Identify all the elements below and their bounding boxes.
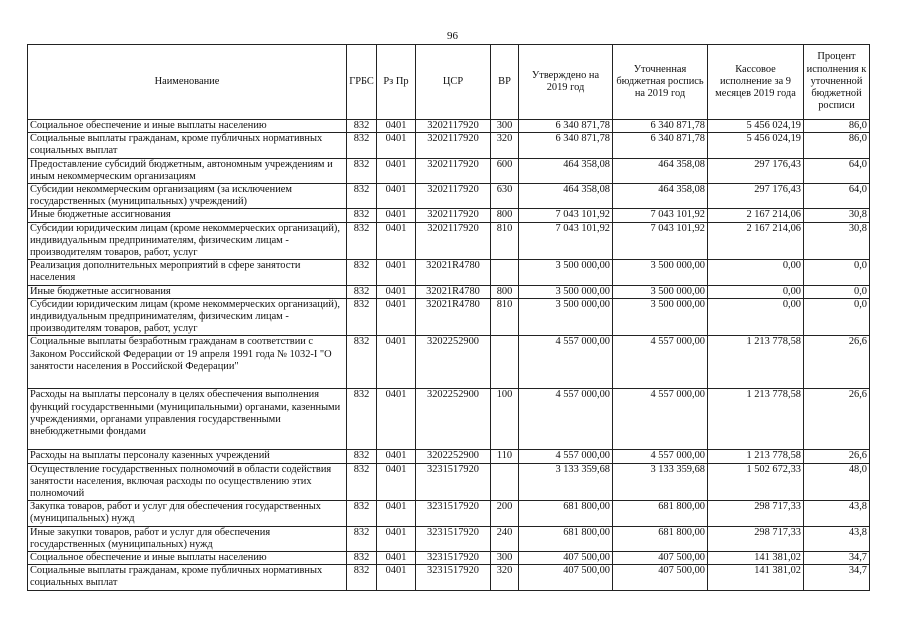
cell-refined: 4 557 000,00: [613, 389, 708, 450]
cell-percent: 0,0: [804, 260, 870, 285]
table-row: [28, 222, 870, 260]
cell-vr: 300: [491, 552, 519, 565]
cell-percent: 48,0: [804, 463, 870, 501]
cell-approved: 3 500 000,00: [519, 285, 613, 298]
cell-vr: 810: [491, 298, 519, 336]
cell-name: Предоставление субсидий бюджетным, автономным учреждениям и иным некоммерческим организациям: [28, 158, 347, 183]
table-row: [28, 463, 870, 501]
cell-grbs: 832: [347, 552, 377, 565]
cell-csr: 3231517920: [416, 552, 491, 565]
cell-grbs: 832: [347, 209, 377, 222]
cell-csr: 3231517920: [416, 501, 491, 526]
cell-percent: 64,0: [804, 158, 870, 183]
cell-approved: 3 500 000,00: [519, 298, 613, 336]
cell-cash: 298 717,33: [708, 526, 804, 551]
table-row: [28, 209, 870, 222]
cell-csr: 3202252900: [416, 450, 491, 463]
cell-vr: 800: [491, 209, 519, 222]
cell-refined: 6 340 871,78: [613, 133, 708, 158]
cell-cash: 141 381,02: [708, 552, 804, 565]
cell-percent: 26,6: [804, 389, 870, 450]
cell-csr: 3231517920: [416, 526, 491, 551]
header-vr: ВР: [491, 45, 519, 120]
cell-vr: [491, 260, 519, 285]
cell-grbs: 832: [347, 120, 377, 133]
cell-vr: 110: [491, 450, 519, 463]
cell-grbs: 832: [347, 285, 377, 298]
cell-cash: 0,00: [708, 298, 804, 336]
cell-vr: 800: [491, 285, 519, 298]
cell-refined: 3 500 000,00: [613, 260, 708, 285]
cell-vr: 300: [491, 120, 519, 133]
table-row: [28, 389, 870, 450]
table-row: [28, 336, 870, 389]
header-grbs: ГРБС: [347, 45, 377, 120]
cell-name: Расходы на выплаты персоналу в целях обеспечения выполнения функций государственными (муниципальными) органами, казенными учреждениями, органами управления государственными внебюджетными фондами: [28, 389, 347, 450]
cell-csr: 3231517920: [416, 565, 491, 590]
cell-refined: 7 043 101,92: [613, 222, 708, 260]
cell-cash: 2 167 214,06: [708, 222, 804, 260]
cell-name: Закупка товаров, работ и услуг для обеспечения государственных (муниципальных) нужд: [28, 501, 347, 526]
cell-csr: 3202252900: [416, 389, 491, 450]
cell-grbs: 832: [347, 260, 377, 285]
cell-refined: 4 557 000,00: [613, 336, 708, 389]
table-row: [28, 501, 870, 526]
cell-grbs: 832: [347, 463, 377, 501]
cell-approved: 681 800,00: [519, 501, 613, 526]
cell-rzpr: 0401: [377, 450, 416, 463]
cell-name: Социальное обеспечение и иные выплаты населению: [28, 552, 347, 565]
cell-approved: 3 133 359,68: [519, 463, 613, 501]
cell-name: Осуществление государственных полномочий в области содействия занятости населения, включая расходы по осуществлению этих полномочий: [28, 463, 347, 501]
cell-cash: 141 381,02: [708, 565, 804, 590]
header-approved: Утверждено на 2019 год: [519, 45, 613, 120]
cell-rzpr: 0401: [377, 260, 416, 285]
cell-vr: 600: [491, 158, 519, 183]
table-row: [28, 450, 870, 463]
cell-refined: 464 358,08: [613, 184, 708, 209]
cell-cash: 297 176,43: [708, 158, 804, 183]
cell-percent: 30,8: [804, 222, 870, 260]
cell-approved: 4 557 000,00: [519, 450, 613, 463]
cell-grbs: 832: [347, 389, 377, 450]
cell-name: Расходы на выплаты персоналу казенных учреждений: [28, 450, 347, 463]
cell-csr: 32021R4780: [416, 260, 491, 285]
cell-rzpr: 0401: [377, 463, 416, 501]
cell-rzpr: 0401: [377, 133, 416, 158]
cell-approved: 464 358,08: [519, 158, 613, 183]
cell-percent: 64,0: [804, 184, 870, 209]
header-row: [28, 45, 870, 120]
cell-csr: 3202117920: [416, 133, 491, 158]
cell-approved: 7 043 101,92: [519, 209, 613, 222]
cell-csr: 3202117920: [416, 184, 491, 209]
cell-cash: 2 167 214,06: [708, 209, 804, 222]
cell-percent: 86,0: [804, 120, 870, 133]
cell-refined: 681 800,00: [613, 501, 708, 526]
cell-grbs: 832: [347, 158, 377, 183]
cell-refined: 407 500,00: [613, 565, 708, 590]
cell-cash: 5 456 024,19: [708, 120, 804, 133]
cell-cash: 1 213 778,58: [708, 389, 804, 450]
table-row: [28, 298, 870, 336]
cell-rzpr: 0401: [377, 184, 416, 209]
cell-name: Субсидии юридическим лицам (кроме некоммерческих организаций), индивидуальным предпринимателям, физическим лицам - производителям товаров, работ, услуг: [28, 222, 347, 260]
cell-refined: 6 340 871,78: [613, 120, 708, 133]
budget-table: [27, 44, 870, 591]
cell-rzpr: 0401: [377, 285, 416, 298]
cell-name: Реализация дополнительных мероприятий в сфере занятости населения: [28, 260, 347, 285]
cell-approved: 4 557 000,00: [519, 336, 613, 389]
cell-percent: 26,6: [804, 450, 870, 463]
cell-rzpr: 0401: [377, 298, 416, 336]
table-row: [28, 158, 870, 183]
cell-rzpr: 0401: [377, 389, 416, 450]
cell-name: Иные бюджетные ассигнования: [28, 285, 347, 298]
page-number: 96: [447, 30, 458, 42]
cell-vr: 320: [491, 133, 519, 158]
cell-grbs: 832: [347, 222, 377, 260]
table-row: [28, 526, 870, 551]
cell-refined: 464 358,08: [613, 158, 708, 183]
cell-rzpr: 0401: [377, 120, 416, 133]
cell-rzpr: 0401: [377, 565, 416, 590]
cell-rzpr: 0401: [377, 209, 416, 222]
cell-cash: 5 456 024,19: [708, 133, 804, 158]
cell-rzpr: 0401: [377, 526, 416, 551]
cell-vr: 200: [491, 501, 519, 526]
table-row: [28, 552, 870, 565]
cell-name: Иные закупки товаров, работ и услуг для обеспечения государственных (муниципальных) нужд: [28, 526, 347, 551]
cell-grbs: 832: [347, 336, 377, 389]
cell-approved: 6 340 871,78: [519, 120, 613, 133]
cell-cash: 1 502 672,33: [708, 463, 804, 501]
cell-name: Социальное обеспечение и иные выплаты населению: [28, 120, 347, 133]
cell-csr: 32021R4780: [416, 285, 491, 298]
header-percent: Процент исполнения к уточненной бюджетной росписи: [804, 45, 870, 120]
cell-approved: 6 340 871,78: [519, 133, 613, 158]
cell-percent: 34,7: [804, 565, 870, 590]
cell-cash: 297 176,43: [708, 184, 804, 209]
table-row: [28, 285, 870, 298]
header-rzpr: Рз Пр: [377, 45, 416, 120]
cell-cash: 298 717,33: [708, 501, 804, 526]
cell-csr: 32021R4780: [416, 298, 491, 336]
cell-percent: 34,7: [804, 552, 870, 565]
cell-csr: 3231517920: [416, 463, 491, 501]
cell-rzpr: 0401: [377, 158, 416, 183]
cell-percent: 43,8: [804, 501, 870, 526]
header-csr: ЦСР: [416, 45, 491, 120]
cell-rzpr: 0401: [377, 336, 416, 389]
cell-refined: 4 557 000,00: [613, 450, 708, 463]
cell-vr: 810: [491, 222, 519, 260]
cell-cash: 1 213 778,58: [708, 450, 804, 463]
cell-cash: 0,00: [708, 285, 804, 298]
cell-approved: 407 500,00: [519, 565, 613, 590]
table-row: [28, 565, 870, 590]
cell-percent: 0,0: [804, 285, 870, 298]
cell-percent: 26,6: [804, 336, 870, 389]
cell-grbs: 832: [347, 565, 377, 590]
cell-grbs: 832: [347, 501, 377, 526]
cell-csr: 3202117920: [416, 209, 491, 222]
cell-approved: 3 500 000,00: [519, 260, 613, 285]
table-row: [28, 133, 870, 158]
cell-csr: 3202117920: [416, 120, 491, 133]
header-refined: Уточненная бюджетная роспись на 2019 год: [613, 45, 708, 120]
cell-percent: 0,0: [804, 298, 870, 336]
cell-vr: 100: [491, 389, 519, 450]
table-row: [28, 260, 870, 285]
cell-name: Социальные выплаты гражданам, кроме публичных нормативных социальных выплат: [28, 565, 347, 590]
cell-refined: 7 043 101,92: [613, 209, 708, 222]
cell-name: Субсидии некоммерческим организациям (за исключением государственных (муниципальных) учреждений): [28, 184, 347, 209]
cell-vr: [491, 463, 519, 501]
header-name: Наименование: [28, 45, 347, 120]
table-row: [28, 184, 870, 209]
cell-vr: 240: [491, 526, 519, 551]
cell-percent: 43,8: [804, 526, 870, 551]
cell-name: Субсидии юридическим лицам (кроме некоммерческих организаций), индивидуальным предпринимателям, физическим лицам - производителям товаров, работ, услуг: [28, 298, 347, 336]
cell-approved: 7 043 101,92: [519, 222, 613, 260]
cell-refined: 3 500 000,00: [613, 298, 708, 336]
cell-rzpr: 0401: [377, 552, 416, 565]
cell-approved: 407 500,00: [519, 552, 613, 565]
cell-grbs: 832: [347, 184, 377, 209]
cell-csr: 3202252900: [416, 336, 491, 389]
cell-name: Иные бюджетные ассигнования: [28, 209, 347, 222]
cell-grbs: 832: [347, 298, 377, 336]
cell-vr: 320: [491, 565, 519, 590]
cell-vr: [491, 336, 519, 389]
cell-rzpr: 0401: [377, 222, 416, 260]
cell-csr: 3202117920: [416, 222, 491, 260]
cell-vr: 630: [491, 184, 519, 209]
cell-name: Социальные выплаты гражданам, кроме публичных нормативных социальных выплат: [28, 133, 347, 158]
cell-percent: 86,0: [804, 133, 870, 158]
header-cash: Кассовое исполнение за 9 месяцев 2019 года: [708, 45, 804, 120]
cell-cash: 1 213 778,58: [708, 336, 804, 389]
cell-refined: 3 500 000,00: [613, 285, 708, 298]
table-row: [28, 120, 870, 133]
cell-grbs: 832: [347, 450, 377, 463]
cell-csr: 3202117920: [416, 158, 491, 183]
cell-approved: 464 358,08: [519, 184, 613, 209]
cell-grbs: 832: [347, 526, 377, 551]
cell-grbs: 832: [347, 133, 377, 158]
cell-percent: 30,8: [804, 209, 870, 222]
cell-cash: 0,00: [708, 260, 804, 285]
cell-refined: 681 800,00: [613, 526, 708, 551]
cell-approved: 681 800,00: [519, 526, 613, 551]
cell-refined: 3 133 359,68: [613, 463, 708, 501]
cell-name: Социальные выплаты безработным гражданам в соответствии с Законом Российской Федерации от 19 апреля 1991 года № 1032-I "О занятости населения в Российской Федерации": [28, 336, 347, 389]
cell-rzpr: 0401: [377, 501, 416, 526]
cell-approved: 4 557 000,00: [519, 389, 613, 450]
cell-refined: 407 500,00: [613, 552, 708, 565]
